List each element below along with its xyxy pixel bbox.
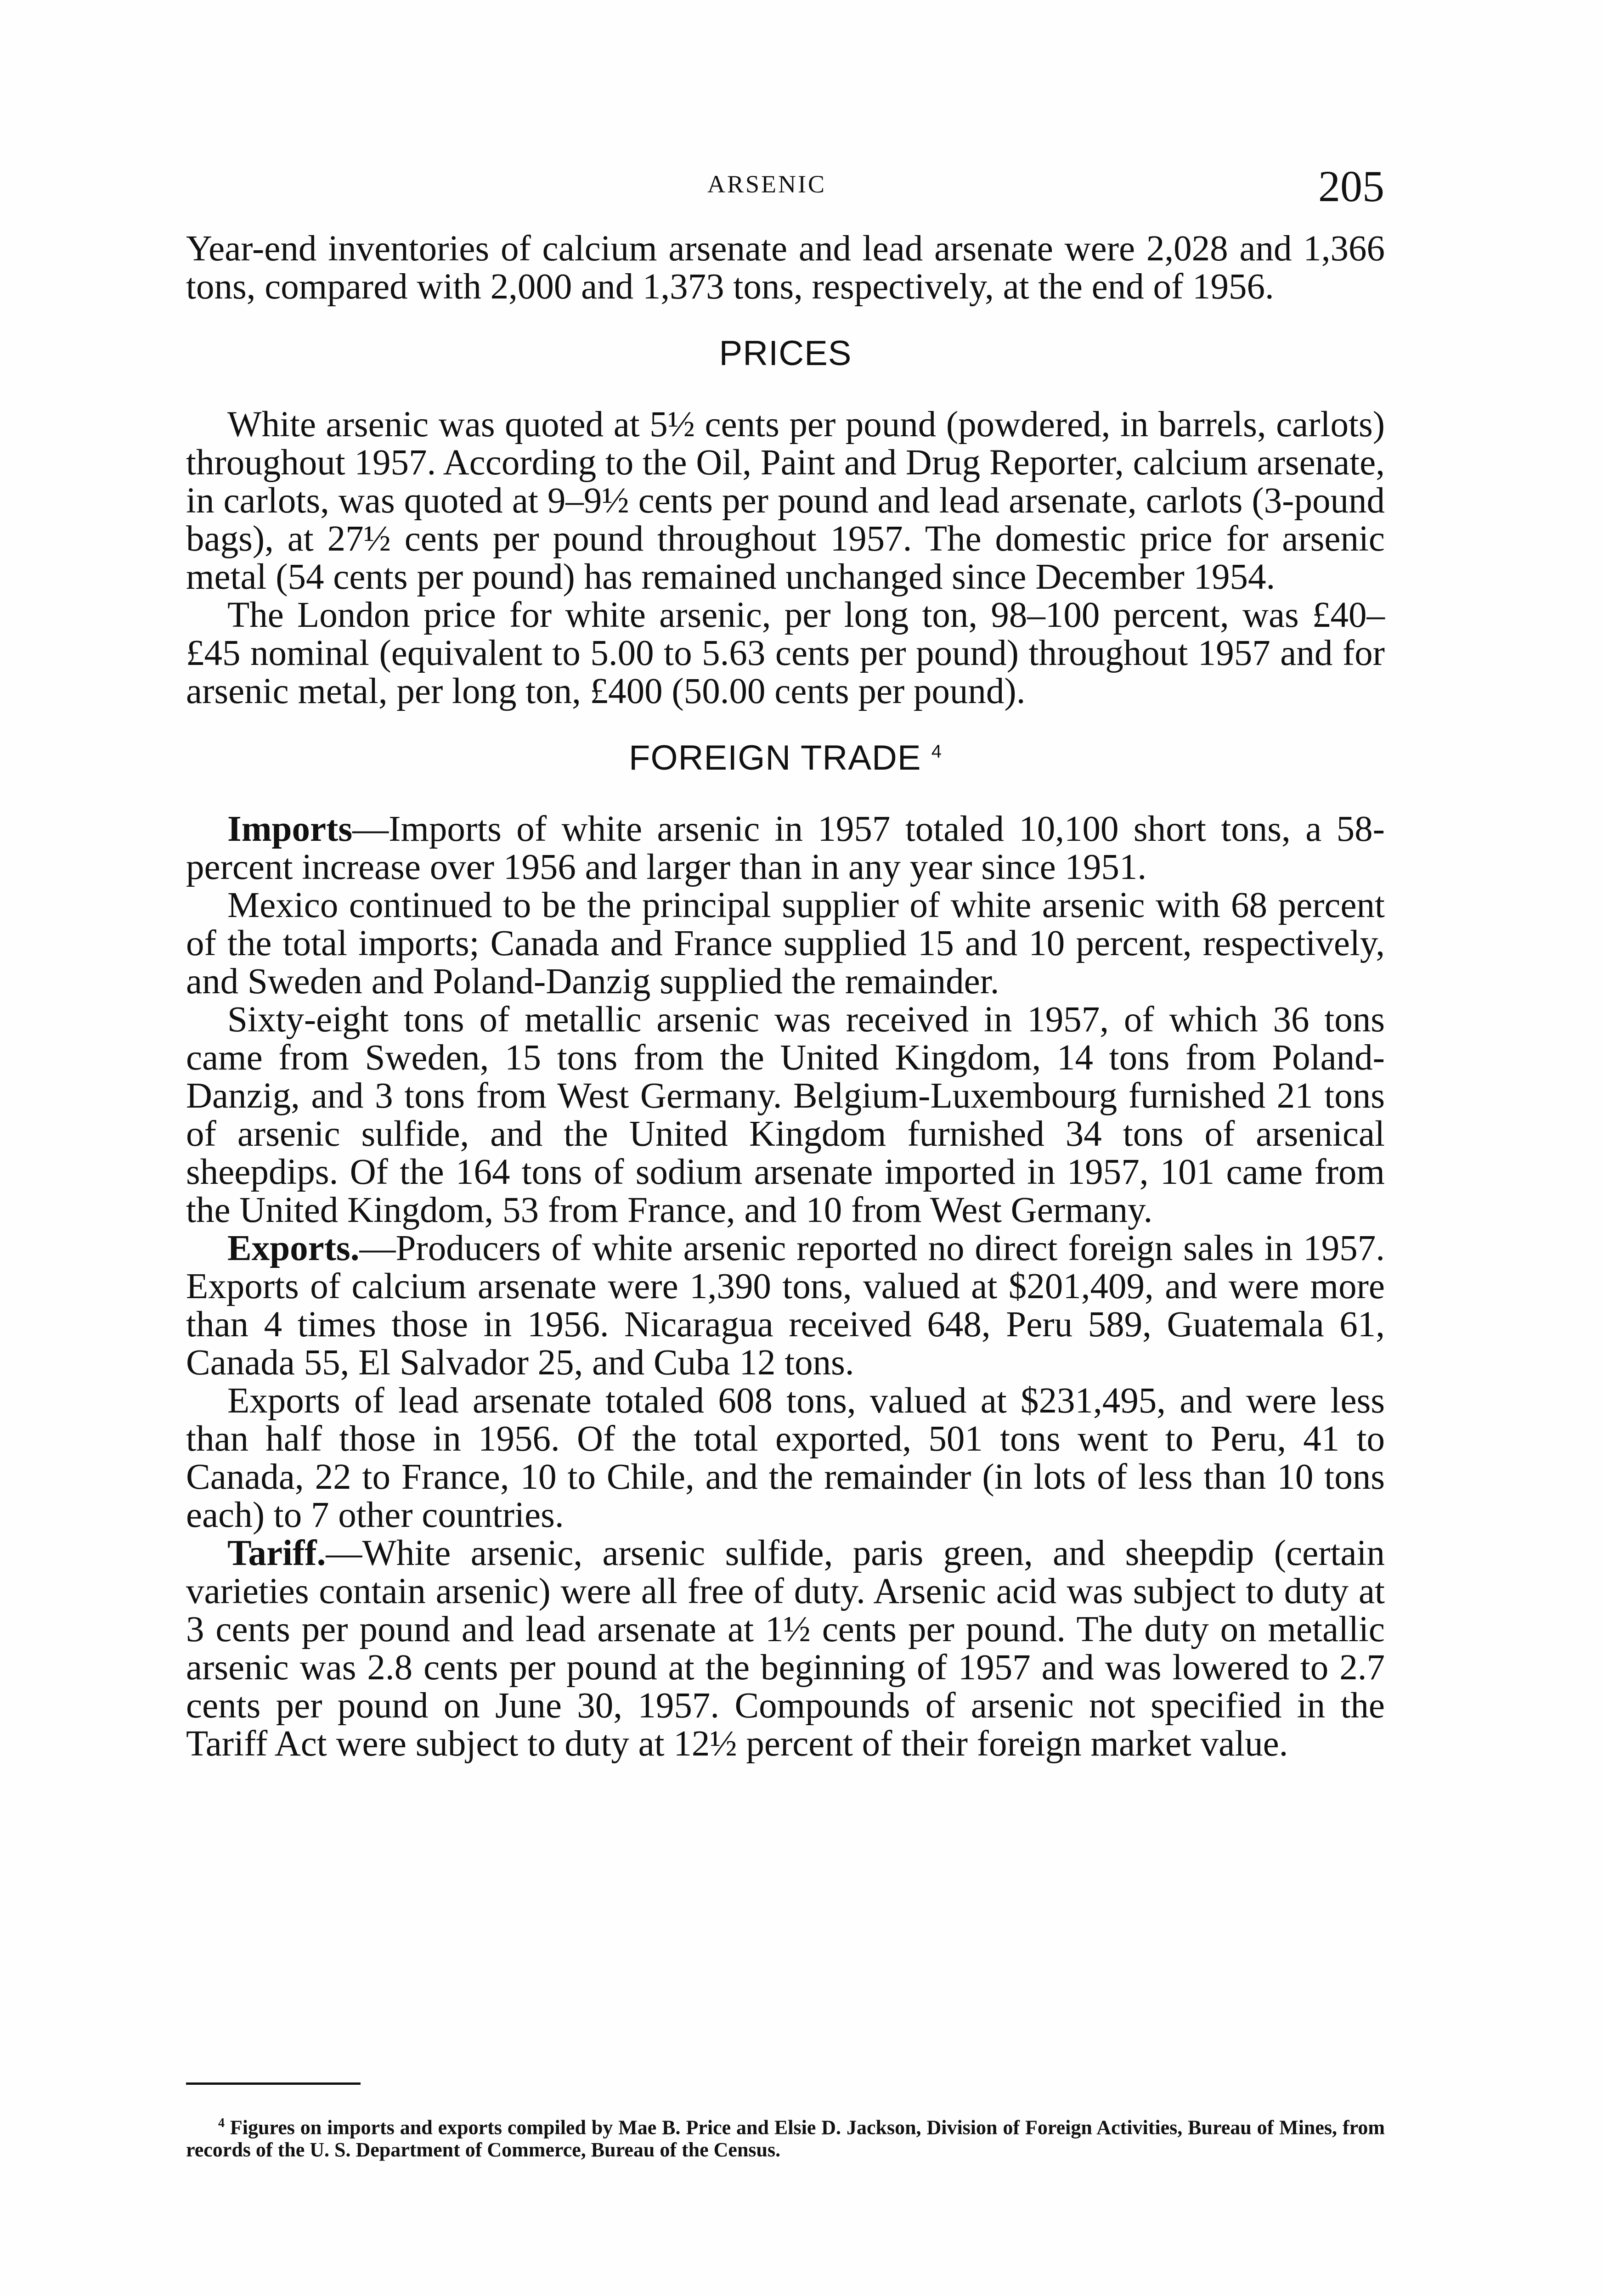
section-heading-prices: PRICES bbox=[719, 334, 852, 373]
intro-paragraph: Year-end inventories of calcium arsenate and lead arsenate were 2,028 and 1,366 tons, compared with 2,000 and 1,373 tons, respectively, at the end of 1956. bbox=[186, 229, 1385, 307]
running-header bbox=[0, 161, 1603, 216]
footnote bbox=[186, 2112, 1385, 2161]
exports-run-in-heading: Exports. bbox=[227, 1228, 360, 1268]
tariff-paragraph bbox=[186, 1534, 1385, 1763]
prices-paragraph-2: The London price for white arsenic, per long ton, 98–100 percent, was £40–£45 nominal (equivalent to 5.00 to 5.63 cents per pound) throughout 1957 and for arsenic metal, per long ton, £400 (50.00 cents per pound). bbox=[186, 595, 1385, 711]
imports-lead-text: —Imports of white arsenic in 1957 totaled 10,100 short tons, a 58-percent increase over 1956 and larger than in any year since 1951. bbox=[186, 809, 1385, 887]
imports-paragraph-3: Sixty-eight tons of metallic arsenic was received in 1957, of which 36 tons came from Sweden, 15 tons from the United Kingdom, 14 tons from Poland-Danzig, and 3 tons from West Germany. Belgium-Luxembourg furnished 21 tons of arsenic sulfide, and the United Kingdom furnished 34 tons of arsenical sheepdips. Of the 164 tons of sodium arsenate imported in 1957, 101 came from the United Kingdom, 53 from France, and 10 from West Germany. bbox=[186, 1000, 1385, 1230]
tariff-lead-text: —White arsenic, arsenic sulfide, paris green, and sheepdip (certain varieties contain arsenic) were all free of duty. Arsenic acid was subject to duty at 3 cents per pound and lead arsenate at 1½ cents per pound. The duty on metallic arsenic was 2.8 cents per pound at the beginning of 1957 and was lowered to 2.7 cents per pound on June 30, 1957. Compounds of arsenic not specified in the Tariff Act were subject to duty at 12½ percent of their foreign market value. bbox=[186, 1533, 1385, 1764]
section-heading-foreign-trade bbox=[186, 738, 1385, 778]
footnote-divider bbox=[186, 2082, 361, 2085]
exports-paragraph bbox=[186, 1229, 1385, 1382]
footnote-reference: 4 bbox=[931, 741, 942, 762]
exports-lead-text: —Producers of white arsenic reported no direct foreign sales in 1957. Exports of calcium arsenate were 1,390 tons, valued at $201,409, and were more than 4 times those in 1956. Nicaragua received 648, Peru 589, Guatemala 61, Canada 55, El Salvador 25, and Cuba 12 tons. bbox=[186, 1228, 1385, 1383]
tariff-run-in-heading: Tariff. bbox=[227, 1533, 326, 1573]
imports-run-in-heading: Imports bbox=[227, 809, 353, 849]
footnote-marker: 4 bbox=[218, 2116, 225, 2130]
running-title: ARSENIC bbox=[707, 170, 827, 198]
prices-paragraph-1: White arsenic was quoted at 5½ cents per pound (powdered, in barrels, carlots) throughout 1957. According to the Oil, Paint and Drug Reporter, calcium arsenate, in carlots, was quoted at 9–9½ cents per pound and lead arsenate, carlots (3-pound bags), at 27½ cents per pound throughout 1957. The domestic price for arsenic metal (54 cents per pound) has remained unchanged since December 1954. bbox=[186, 405, 1385, 597]
foreign-trade-heading-text: FOREIGN TRADE bbox=[629, 738, 921, 777]
footnote-text: Figures on imports and exports compiled by Mae B. Price and Elsie D. Jackson, Division of Foreign Activities, Bureau of Mines, from records of the U. S. Department of Commerce, Bureau of the Census. bbox=[186, 2116, 1385, 2161]
page-number: 205 bbox=[1318, 162, 1384, 211]
exports-paragraph-2: Exports of lead arsenate totaled 608 tons, valued at $231,495, and were less than half those in 1956. Of the total exported, 501 tons went to Peru, 41 to Canada, 22 to France, 10 to Chile, and the remainder (in lots of less than 10 tons each) to 7 other countries. bbox=[186, 1381, 1385, 1535]
body-text bbox=[186, 230, 1385, 1763]
imports-paragraph bbox=[186, 810, 1385, 886]
imports-paragraph-2: Mexico continued to be the principal supplier of white arsenic with 68 percent of the total imports; Canada and France supplied 15 and 10 percent, respectively, and Sweden and Poland-Danzig supplied the remainder. bbox=[186, 885, 1385, 1002]
